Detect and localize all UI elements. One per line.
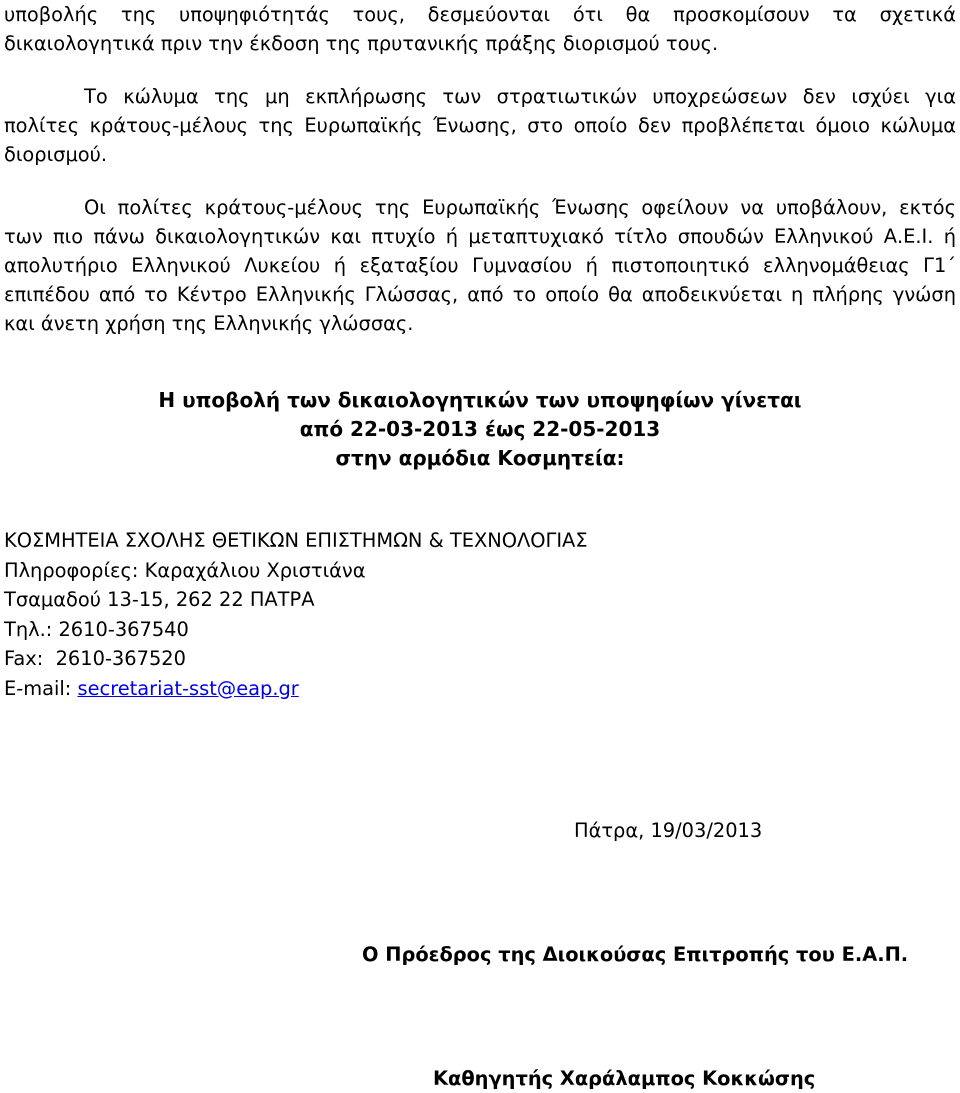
paragraph-line: επιπέδου από το Κέντρο Ελληνικής Γλώσσας, από το οποίο θα αποδεικνύεται η πλήρης γνώση xyxy=(4,283,956,306)
email-label: E-mail: xyxy=(4,676,78,700)
contact-address: Τσαμαδού 13-15, 262 22 ΠΑΤΡΑ xyxy=(4,588,315,611)
submission-line-1: Η υποβολή των δικαιολογητικών των υποψηφίων γίνεται xyxy=(158,388,802,412)
paragraph-line: και άνετη χρήση της Ελληνικής γλώσσας. xyxy=(4,312,414,335)
submission-dates: από 22-03-2013 έως 22-05-2013 xyxy=(299,417,661,441)
paragraph-military-obligation xyxy=(4,82,956,169)
submission-heading xyxy=(0,386,960,473)
contact-block xyxy=(4,526,588,703)
document-date: Πάτρα, 19/03/2013 xyxy=(574,819,763,842)
paragraph-line: διορισμού. xyxy=(4,143,108,166)
email-link[interactable]: secretariat-sst@eap.gr xyxy=(77,676,299,700)
submission-office-line: στην αρμόδια Κοσμητεία: xyxy=(335,446,625,470)
paragraph-line: των πιο πάνω δικαιολογητικών και πτυχίο ή μεταπτυχιακό τίτλο σπουδών Ελληνικού Α.Ε.Ι. ή xyxy=(4,225,956,248)
paragraph-line: υποβολής της υποψηφιότητάς τους, δεσμεύονται ότι θα προσκομίσουν τα σχετικά xyxy=(4,3,956,26)
paragraph-eu-citizens xyxy=(4,193,956,338)
paragraph-eligibility-documents xyxy=(4,0,956,58)
paragraph-line: Οι πολίτες κράτους-μέλους της Ευρωπαϊκής Ένωσης οφείλουν να υποβάλουν, εκτός xyxy=(84,196,956,219)
signer-title: Ο Πρόεδρος της Διοικούσας Επιτροπής του Ε.Α.Π. xyxy=(362,943,909,966)
signer-name: Καθηγητής Χαράλαμπος Κοκκώσης xyxy=(433,1067,816,1090)
contact-email-row xyxy=(4,674,588,704)
contact-phone: Τηλ.: 2610-367540 xyxy=(4,617,189,641)
paragraph-line: Το κώλυμα της μη εκπλήρωσης των στρατιωτικών υποχρεώσεων δεν ισχύει για xyxy=(84,85,956,108)
paragraph-line: πολίτες κράτους-μέλους της Ευρωπαϊκής Ένωσης, στο οποίο δεν προβλέπεται όμοιο κώλυμα xyxy=(4,114,956,137)
paragraph-line: απολυτήριο Ελληνικού Λυκείου ή εξαταξίου Γυμνασίου ή πιστοποιητικό ελληνομάθειας Γ1΄ xyxy=(4,254,956,277)
contact-info: Πληροφορίες: Καραχάλιου Χριστιάνα xyxy=(4,558,366,582)
contact-fax: Fax: 2610-367520 xyxy=(4,647,186,670)
paragraph-line: δικαιολογητικά πριν την έκδοση της πρυτανικής πράξης διορισμού τους. xyxy=(4,32,719,55)
contact-office: ΚΟΣΜΗΤΕΙΑ ΣΧΟΛΗΣ ΘΕΤΙΚΩΝ ΕΠΙΣΤΗΜΩΝ & ΤΕΧΝΟΛΟΓΙΑΣ xyxy=(4,529,588,552)
